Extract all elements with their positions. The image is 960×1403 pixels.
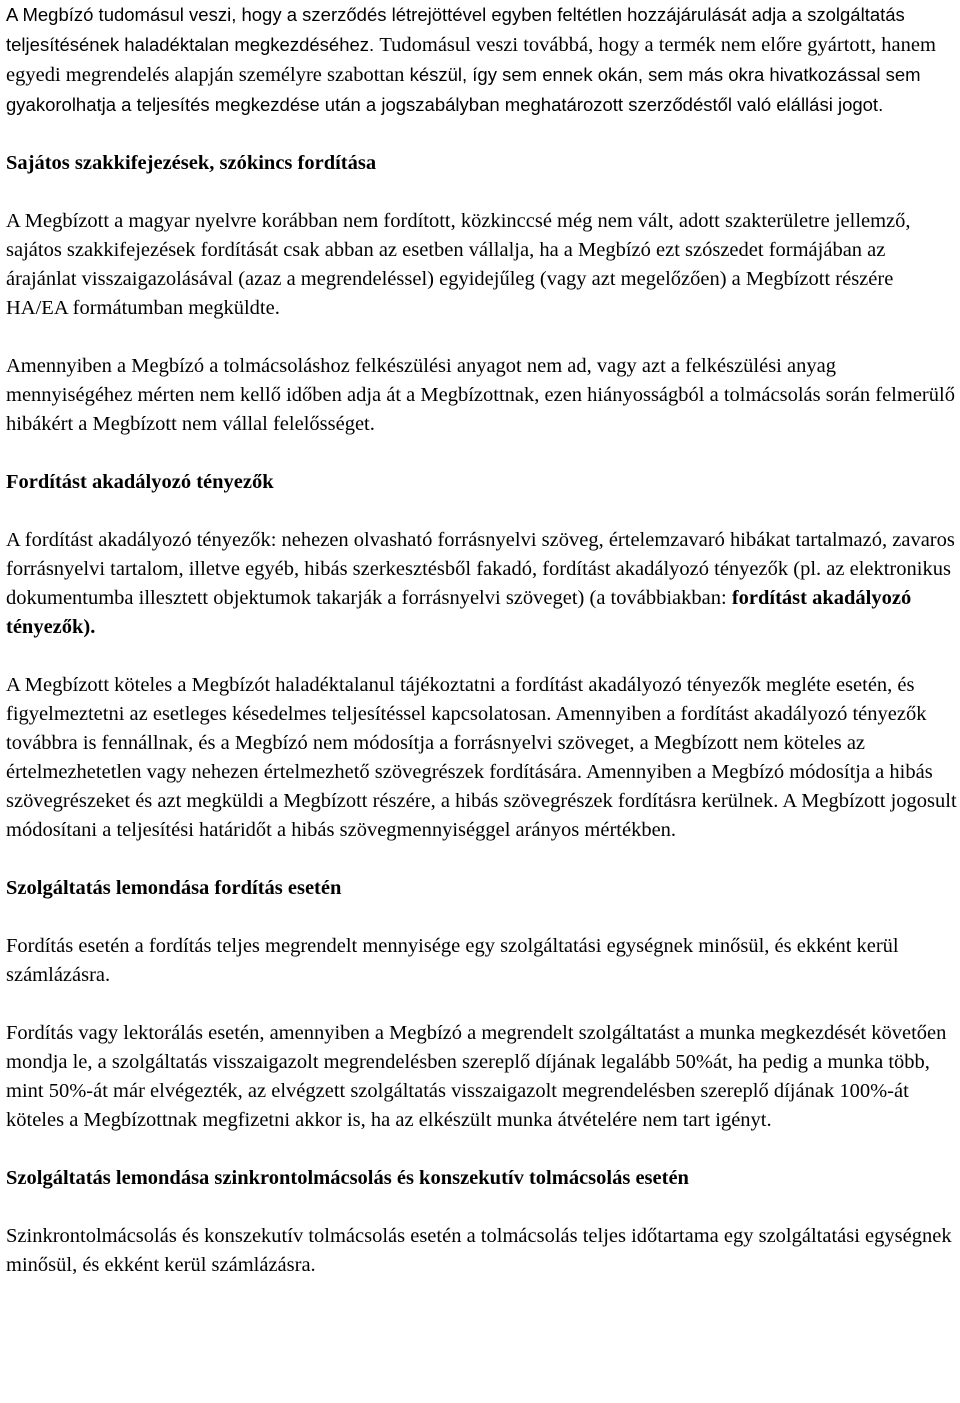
terminology-paragraph-1: A Megbízott a magyar nyelvre korábban nem fordított, közkinccsé még nem vált, adott szakterületre jellemző, sajátos szakkifejezések fordítását csak abban az esetben vállalja, ha a Megbízó ezt szószedet formájában az árajánlat visszaigazolásával (azaz a megrendeléssel) egyidejűleg (vagy azt megelőzően) a Megbízott részére HA/EA formátumban megküldte. bbox=[6, 210, 911, 319]
document-page bbox=[6, 0, 958, 1280]
obstacles-paragraph-1 bbox=[6, 526, 958, 642]
intro-text-sans: A Megbízó tudomásul veszi, hogy a szerződés létrejöttével egyben feltétlen hozzájárulását adja a szolgáltatás teljesítésének haladéktalan megkezdéséhez. bbox=[6, 4, 905, 55]
cancellation-interpreting-paragraph-1: Szinkrontolmácsolás és konszekutív tolmácsolás esetén a tolmácsolás teljes időtartama egy szolgáltatási egységnek minősül, és ekként kerül számlázásra. bbox=[6, 1225, 952, 1276]
obstacles-paragraph-1-bold: fordítást akadályozó tényezők). bbox=[6, 587, 912, 638]
intro-text-sans-2: készül, így sem ennek okán, sem más okra hivatkozással sem gyakorolhatja a teljesítés megkezdése után a jogszabályban meghatározott szerződéstől való elállási jogot. bbox=[6, 64, 921, 115]
intro-text-serif: Tudomásul veszi továbbá, hogy a termék nem előre gyártott, hanem egyedi megrendelés alapján személyre szabottan bbox=[6, 34, 936, 86]
cancellation-translation-paragraph-1: Fordítás esetén a fordítás teljes megrendelt mennyisége egy szolgáltatási egységnek minősül, és ekként kerül számlázásra. bbox=[6, 935, 899, 986]
obstacles-paragraph-1-text: A fordítást akadályozó tényezők: nehezen olvasható forrásnyelvi szöveg, értelemzavaró hibákat tartalmazó, zavaros forrásnyelvi tartalom, illetve egyéb, hibás szerkesztésből fakadó, fordítást akadályozó tényezők (pl. az elektronikus dokumentumba illesztett objektumok takarják a forrásnyelvi szöveget) (a továbbiakban: bbox=[6, 529, 955, 609]
cancellation-translation-paragraph-2: Fordítás vagy lektorálás esetén, amennyiben a Megbízó a megrendelt szolgáltatást a munka megkezdését követően mondja le, a szolgáltatás visszaigazolt megrendelésben szereplő díjának legalább 50%át, ha pedig a munka több, mint 50%-át már elvégezték, az elvégzett szolgáltatás visszaigazolt megrendelésben szereplő díjának 100%-át köteles a Megbízottnak megfizetni akkor is, ha az elkészült munka átvételére nem tart igényt. bbox=[6, 1022, 947, 1131]
heading-cancellation-interpreting: Szolgáltatás lemondása szinkrontolmácsolás és konszekutív tolmácsolás esetén bbox=[6, 1167, 689, 1189]
heading-terminology: Sajátos szakkifejezések, szókincs fordítása bbox=[6, 152, 377, 174]
intro-paragraph bbox=[6, 0, 958, 120]
obstacles-paragraph-2: A Megbízott köteles a Megbízót haladéktalanul tájékoztatni a fordítást akadályozó tényezők megléte esetén, és figyelmeztetni az esetleges késedelmes teljesítéssel kapcsolatosan. Amennyiben a fordítást akadályozó tényezők továbbra is fennállnak, és a Megbízó nem módosítja a forrásnyelvi szöveget, a Megbízott nem köteles az értelmezhetetlen vagy nehezen értelmezhető szövegrészek fordítására. Amennyiben a Megbízó módosítja a hibás szövegrészeket és azt megküldi a Megbízott részére, a hibás szövegrészek fordításra kerülnek. A Megbízott jogosult módosítani a teljesítési határidőt a hibás szövegmennyiséggel arányos mértékben. bbox=[6, 674, 957, 841]
heading-cancellation-translation: Szolgáltatás lemondása fordítás esetén bbox=[6, 877, 342, 899]
terminology-paragraph-2: Amennyiben a Megbízó a tolmácsoláshoz felkészülési anyagot nem ad, vagy azt a felkészülési anyag mennyiségéhez mérten nem kellő időben adja át a Megbízottnak, ezen hiányosságból a tolmácsolás során felmerülő hibákért a Megbízott nem vállal felelősséget. bbox=[6, 355, 955, 435]
heading-obstacles: Fordítást akadályozó tényezők bbox=[6, 471, 274, 493]
